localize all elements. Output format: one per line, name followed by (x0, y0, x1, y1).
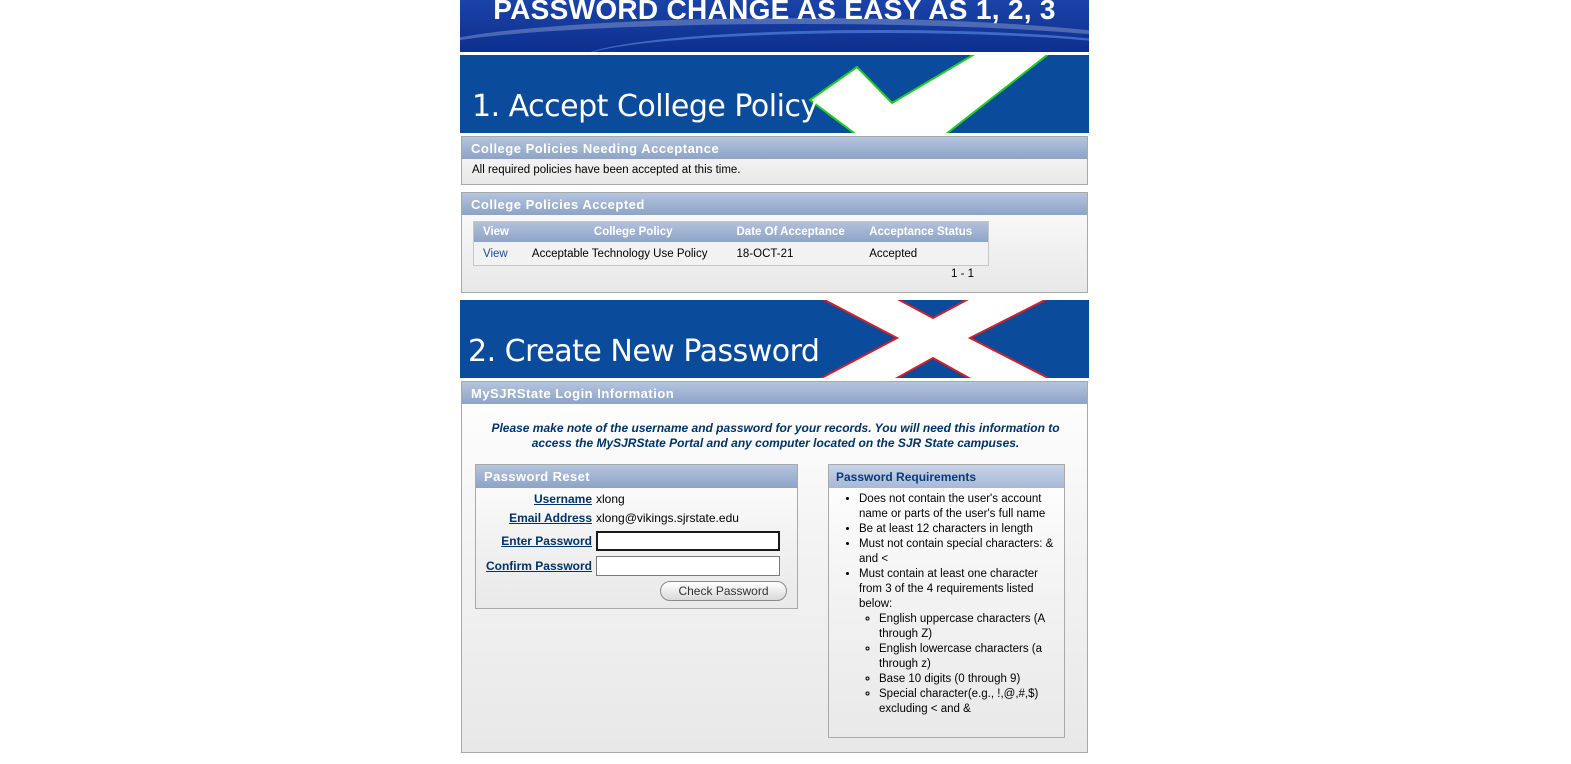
column-header[interactable]: Acceptance Status (869, 226, 973, 238)
password-requirements-header: Password Requirements (829, 465, 1064, 488)
password-requirements-panel (828, 464, 1065, 738)
policies-needing-header: College Policies Needing Acceptance (462, 137, 1087, 159)
password-reset-panel (475, 464, 798, 609)
login-info-header: MySJRState Login Information (462, 382, 1087, 404)
top-banner (460, 0, 1089, 52)
email-label: Email Address (509, 511, 592, 525)
password-reset-header: Password Reset (476, 465, 797, 488)
list-item (859, 567, 1058, 717)
username-label: Username (533, 492, 592, 506)
username-row (476, 492, 625, 506)
check-password-button[interactable]: Check Password (660, 581, 787, 601)
step1-banner (460, 55, 1089, 133)
enter-password-row (476, 531, 780, 551)
column-header[interactable]: College Policy (593, 226, 673, 238)
acceptance-status: Accepted (869, 247, 918, 260)
records-note (462, 421, 1089, 451)
list-item: • Does not contain the user's account name or parts of the user's full name (859, 492, 1058, 522)
list-item: ◦ Special character(e.g., !,@,#,$) excluding < and & (879, 687, 1058, 717)
column-header[interactable]: Date Of Acceptance (736, 226, 845, 238)
list-item: • Must not contain special characters: & and < (859, 537, 1058, 567)
column-header[interactable]: View (483, 226, 509, 238)
policies-needing-message: All required policies have been accepted at this time. (472, 164, 741, 176)
list-item-text: Must contain at least one character from 3 of the 4 requirements listed below: (859, 568, 1038, 610)
banner-title: PASSWORD CHANGE AS EASY AS 1, 2, 3 (493, 0, 1056, 25)
list-item: ◦ English uppercase characters (A through Z) (879, 612, 1058, 642)
enter-password-field[interactable] (596, 531, 780, 551)
username-value: xlong (596, 492, 625, 506)
policies-needing-panel (461, 136, 1088, 185)
acceptance-date: 18-OCT-21 (736, 247, 794, 260)
step2-banner (460, 300, 1089, 378)
policies-table-header (474, 222, 988, 242)
requirements-list (829, 488, 1064, 717)
step1-title: 1. Accept College Policy (472, 89, 818, 124)
list-item: ◦ Base 10 digits (0 through 9) (879, 672, 1058, 687)
policies-accepted-header: College Policies Accepted (462, 193, 1087, 215)
confirm-password-field[interactable] (596, 556, 780, 576)
confirm-password-label: Confirm Password (485, 559, 592, 573)
step2-title: 2. Create New Password (468, 334, 820, 369)
confirm-password-row (476, 556, 780, 576)
records-note-line1: Please make note of the username and password for your records. You will need this information to (491, 421, 1060, 435)
list-item: • Be at least 12 characters in length (859, 522, 1058, 537)
table-row (474, 242, 988, 265)
requirements-sublist (859, 612, 1058, 717)
list-item: ◦ English lowercase characters (a through z) (879, 642, 1058, 672)
records-note-line2: access the MySJRState Portal and any computer located on the SJR State campuses. (531, 436, 1020, 450)
policy-name: Acceptable Technology Use Policy (531, 247, 708, 260)
email-row (476, 511, 739, 525)
policies-accepted-panel (461, 192, 1088, 293)
pagination-label: 1 - 1 (951, 268, 975, 280)
email-value: xlong@vikings.sjrstate.edu (596, 511, 739, 525)
login-info-panel (461, 381, 1088, 753)
enter-password-label: Enter Password (501, 534, 592, 548)
policies-table (473, 221, 989, 266)
view-policy-link[interactable]: View (483, 247, 508, 260)
